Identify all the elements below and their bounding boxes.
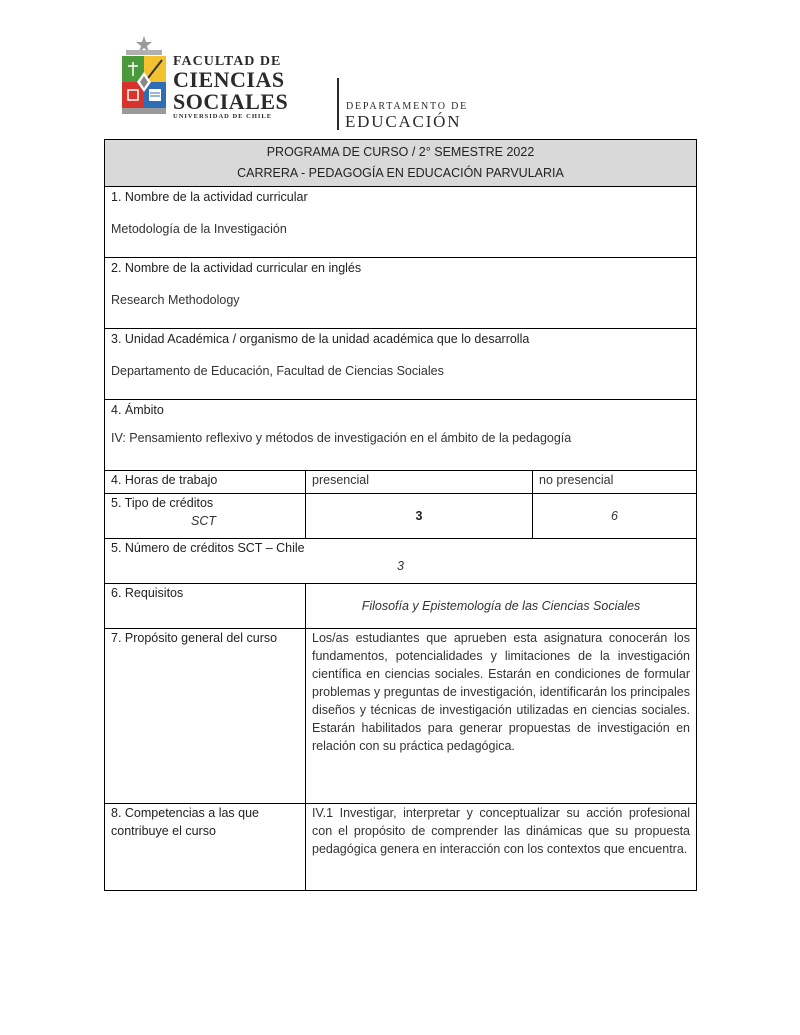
logo-line-universidad: UNIVERSIDAD DE CHILE (173, 113, 273, 120)
creditos-row (105, 494, 697, 539)
proposito-label: 7. Propósito general del curso (105, 629, 306, 804)
section-3-cell (105, 329, 697, 400)
logo-line-ciencias: CIENCIAS (173, 67, 285, 92)
horas-no-presencial-header: no presencial (533, 471, 697, 494)
proposito-row (105, 629, 697, 804)
section-4-row (105, 400, 697, 471)
competencias-value: IV.1 Investigar, interpretar y conceptualizar su acción profesional con el propósito de comprender las dinámicas que su propuesta pedagógica genera en interacción con los contextos que encuentra. (306, 804, 697, 891)
logo-line-sociales: SOCIALES (173, 89, 289, 114)
faculty-logo (118, 34, 468, 131)
section-2-title: 2. Nombre de la actividad curricular en inglés (111, 261, 362, 275)
competencias-row (105, 804, 697, 891)
horas-row (105, 471, 697, 494)
section-3-value: Departamento de Educación, Facultad de Ciencias Sociales (111, 364, 444, 378)
section-1-cell (105, 187, 697, 258)
requisitos-value: Filosofía y Epistemología de las Ciencias Sociales (306, 584, 697, 629)
requisitos-label: 6. Requisitos (105, 584, 306, 629)
sct-label: 5. Número de créditos SCT – Chile (111, 541, 305, 555)
section-2-value: Research Methodology (111, 293, 240, 307)
competencias-label-line2: contribuye el curso (111, 824, 216, 838)
creditos-label-cell (105, 494, 306, 539)
logo-divider (337, 78, 339, 130)
header-line1: PROGRAMA DE CURSO / 2° SEMESTRE 2022 (266, 145, 535, 159)
section-1-row (105, 187, 697, 258)
creditos-presencial-value: 3 (306, 494, 533, 539)
section-3-title: 3. Unidad Académica / organismo de la unidad académica que lo desarrolla (111, 332, 530, 346)
creditos-sublabel: SCT (191, 514, 216, 528)
horas-presencial-header: presencial (306, 471, 533, 494)
header-row (105, 140, 697, 187)
creditos-label: 5. Tipo de créditos (111, 496, 214, 510)
logo-line-facultad: FACULTAD DE (173, 54, 282, 69)
sct-cell (105, 539, 697, 584)
course-program-table (104, 139, 697, 891)
section-3-row (105, 329, 697, 400)
section-1-title: 1. Nombre de la actividad curricular (111, 190, 308, 204)
header-cell (105, 140, 697, 187)
sct-row (105, 539, 697, 584)
horas-label: 4. Horas de trabajo (105, 471, 306, 494)
header-line2: CARRERA - PEDAGOGÍA EN EDUCACIÓN PARVULARIA (237, 166, 564, 180)
logo-dept-line1: DEPARTAMENTO DE (346, 101, 468, 112)
university-shield-icon (118, 34, 170, 118)
sct-value: 3 (397, 559, 404, 573)
creditos-no-presencial-value: 6 (533, 494, 697, 539)
proposito-value: Los/as estudiantes que aprueben esta asignatura conocerán los fundamentos, potencialidades y limitaciones de la investigación científica en ciencias sociales. Estarán en condiciones de formular problemas y preguntas de investigación, identificarán los principales diseños y técnicas de investigación utilizadas en ciencias sociales. Estarán habilitados para generar propuestas de investigación en relación con su práctica pedagógica. (306, 629, 697, 804)
competencias-label-cell (105, 804, 306, 891)
section-1-value: Metodología de la Investigación (111, 222, 287, 236)
section-2-row (105, 258, 697, 329)
section-4-title: 4. Ámbito (111, 403, 164, 417)
requisitos-row (105, 584, 697, 629)
logo-dept-line2: EDUCACIÓN (345, 112, 462, 131)
section-2-cell (105, 258, 697, 329)
section-4-cell (105, 400, 697, 471)
competencias-label-line1: 8. Competencias a las que (111, 806, 260, 820)
section-4-value: IV: Pensamiento reflexivo y métodos de investigación en el ámbito de la pedagogía (111, 431, 572, 445)
